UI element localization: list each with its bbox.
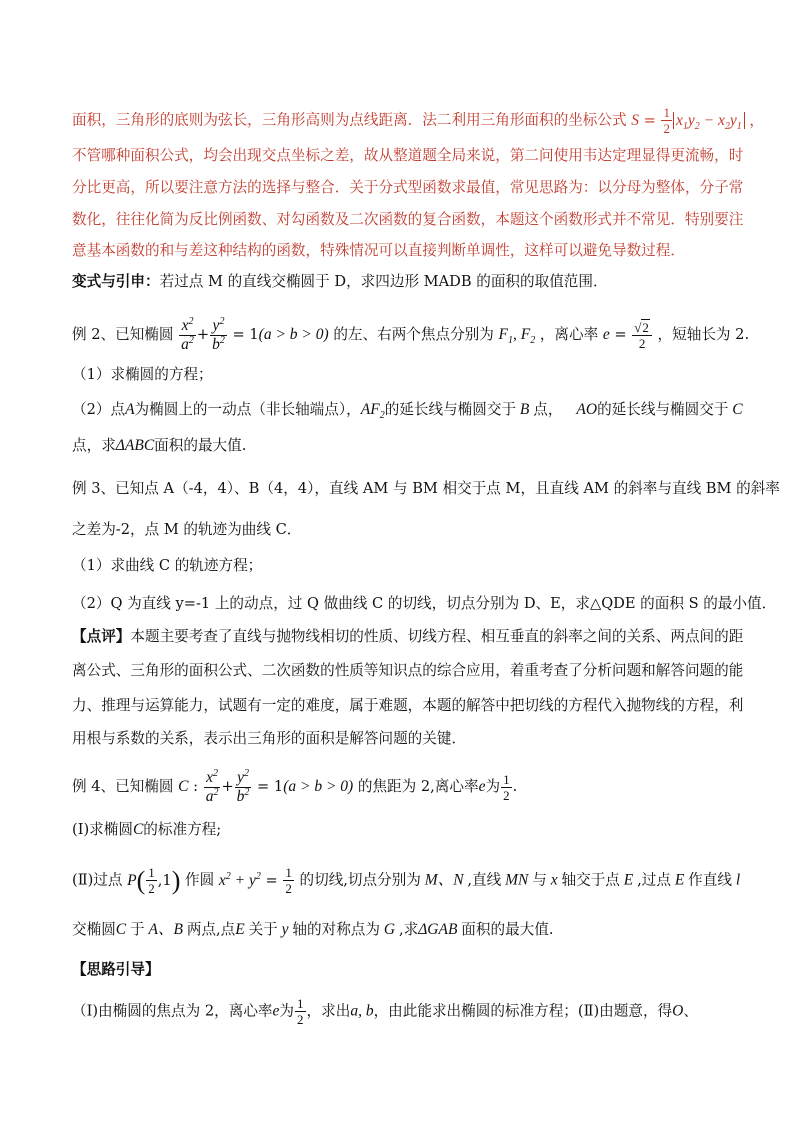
question-line xyxy=(72,436,246,456)
paragraph-line xyxy=(72,106,764,135)
math: O xyxy=(672,1002,684,1020)
text: 的切线,切点分别为 xyxy=(299,871,421,889)
text: ,过点 xyxy=(637,871,671,889)
guide-line xyxy=(72,997,698,1026)
example-3-line: 之差为-2，点 M 的轨迹为曲线 C． xyxy=(72,521,302,538)
math: e xyxy=(272,1002,280,1020)
math: e xyxy=(478,778,486,795)
area-formula: S = $\frac{1}{2}$ $x_1y_2 - x_2y_1$ ， xyxy=(631,105,764,136)
text: 于 xyxy=(130,921,145,938)
text: 交椭圆 xyxy=(72,921,116,938)
text: 与 xyxy=(532,871,547,889)
text: 面积的最大值. xyxy=(154,437,247,454)
point-p: P( $\frac{1}{2}$ ,1) xyxy=(127,865,181,896)
question-line xyxy=(72,866,740,895)
variant-line xyxy=(72,272,608,292)
text: ，离心率 xyxy=(539,326,599,343)
text: 作圆 xyxy=(185,871,215,889)
comment-label: 【点评】 xyxy=(72,628,131,645)
text: 为 xyxy=(279,1002,295,1020)
math: x xyxy=(546,871,562,889)
text: 点， xyxy=(533,401,563,418)
question-line: （1）求椭圆的方程； xyxy=(72,366,213,383)
math: E xyxy=(670,871,689,889)
math: ΔABC xyxy=(115,437,155,454)
question-line xyxy=(72,920,554,940)
ellipse-equation: C : $\frac{x^2}{a^2}$ + $\frac{y^2}{b^2}$ = 1(a > b > 0) xyxy=(178,767,354,805)
text: ，短轴长为 2. xyxy=(657,326,750,343)
math: M、N xyxy=(420,871,468,889)
math: MN xyxy=(501,871,533,889)
text: 的焦距为 2,离心率 xyxy=(357,778,479,795)
text: 本题主要考查了直线与抛物线相切的性质、切线方程、相互垂直的斜率之间的关系、两点间的距 xyxy=(130,628,744,645)
text: ，求出 xyxy=(306,1002,351,1020)
question-line xyxy=(72,400,743,420)
math: A、B xyxy=(144,921,187,938)
text: 的标准方程; xyxy=(143,821,222,838)
text: 的左、右两个焦点分别为 xyxy=(333,326,494,343)
comment-line: 用根与系数的关系，表示出三角形的面积是解答问题的关键． xyxy=(72,730,467,747)
comment-line xyxy=(72,627,743,647)
text: 为椭圆上的一动点（非长轴端点）， xyxy=(134,401,361,418)
math: G xyxy=(380,921,399,938)
foci: $F_1$, $F_2$ xyxy=(498,326,536,347)
math: AO xyxy=(576,401,598,418)
comment-line: 离公式、三角形的面积公式、二次函数的性质等知识点的综合应用，着重考查了分析问题和解答问题的能 xyxy=(72,662,744,679)
example-2-line xyxy=(72,315,750,353)
paragraph-line: 意基本函数的和与差这种结构的函数，特殊情况可以直接判断单调性，这样可以避免导数过程． xyxy=(72,242,685,259)
text: (Ⅱ)过点 xyxy=(72,871,123,889)
text: ,求 xyxy=(398,921,419,938)
paragraph-line: 数化，往往化简为反比例函数、对勾函数及二次函数的复合函数，本题这个函数形式并不常见．特别要注 xyxy=(72,211,744,228)
variant-label: 变式与引申： xyxy=(72,273,160,290)
half-fraction: $\frac{1}{2}$ xyxy=(503,771,510,803)
text: 面积，三角形的底则为弦长，三角形高则为点线距离．法二利用三角形面积的坐标公式 xyxy=(72,111,627,129)
text: 作直线 xyxy=(688,871,732,889)
example-4-line: 例 4、已知椭圆 C : $\frac{x^2}{a^2}$ + $\frac{y^2}{b^2}$ = 1(a > b > 0) 的焦距为 2,离心率e为 $\frac{1}{2}$ . xyxy=(72,767,518,805)
math: E xyxy=(235,921,249,938)
circle-equation: $x^2 + y^2$ = $\frac{1}{2}$ xyxy=(218,865,292,896)
math: C xyxy=(728,401,743,418)
math: $AF_2$ xyxy=(360,401,385,422)
math: C xyxy=(132,821,144,838)
guide-label: 【思路引导】 xyxy=(72,961,160,978)
ellipse-equation: $\frac{x^2}{a^2}$ + $\frac{y^2}{b^2}$ = 1(a > b > 0) xyxy=(181,315,329,353)
math: B xyxy=(516,401,534,418)
text: （Ⅰ)由椭圆的焦点为 2，离心率 xyxy=(72,1002,273,1020)
math: A xyxy=(125,401,135,418)
text: 面积的最大值. xyxy=(461,921,554,938)
text: 点，求 xyxy=(72,437,116,454)
math: E xyxy=(619,871,638,889)
question-line: （2）Q 为直线 y=-1 上的动点，过 Q 做曲线 C 的切线，切点分别为 D、E，求△QDE 的面积 S 的最小值． xyxy=(72,595,777,612)
text: 例 2、已知椭圆 xyxy=(72,326,174,343)
half-fraction: $\frac{1}{2}$ xyxy=(297,996,304,1027)
text: 的延长线与椭圆交于 xyxy=(384,401,517,418)
math: l xyxy=(731,871,741,889)
variant-text: 若过点 M 的直线交椭圆于 D，求四边形 MADB 的面积的取值范围． xyxy=(159,273,608,290)
text: ,直线 xyxy=(467,871,502,889)
math: y xyxy=(277,921,293,938)
text: （2）点 xyxy=(72,401,126,418)
text: 例 4、已知椭圆 xyxy=(72,778,174,795)
text: 、 xyxy=(683,1002,698,1020)
paragraph-line: 不管哪种面积公式，均会出现交点坐标之差，故从整道题全局来说，第二问使用韦达定理显得更流畅，时 xyxy=(72,147,744,164)
text: ，由此能求出椭圆的标准方程；(Ⅱ)由题意，得 xyxy=(373,1002,673,1020)
math: a, b xyxy=(350,1002,374,1020)
text: 两点,点 xyxy=(186,921,236,938)
text: 的延长线与椭圆交于 xyxy=(597,401,729,418)
question-line xyxy=(72,820,221,840)
paragraph-line: 分比更高，所以要注意方法的选择与整合．关于分式型函数求最值，常见思路为：以分母为整体，分子常 xyxy=(72,179,744,196)
math: ΔGAB xyxy=(418,921,462,938)
comment-line: 力、推理与运算能力，试题有一定的难度，属于难题，本题的解答中把切线的方程代入抛物线的方程，利 xyxy=(72,697,744,714)
example-3-line: 例 3、已知点 A（-4，4）、B（4，4），直线 AM 与 BM 相交于点 M，且直线 AM 的斜率与直线 BM 的斜率 xyxy=(72,480,780,497)
math: C xyxy=(115,921,131,938)
text: 关于 xyxy=(248,921,278,938)
text: 为 xyxy=(485,778,501,795)
text: 轴交于点 xyxy=(561,871,620,889)
question-line: （1）求曲线 C 的轨迹方程； xyxy=(72,557,263,574)
text: (Ⅰ)求椭圆 xyxy=(72,821,133,838)
eccentricity: e = $\frac{√2}{2}$ xyxy=(603,326,653,343)
text: 轴的对称点为 xyxy=(292,921,380,938)
